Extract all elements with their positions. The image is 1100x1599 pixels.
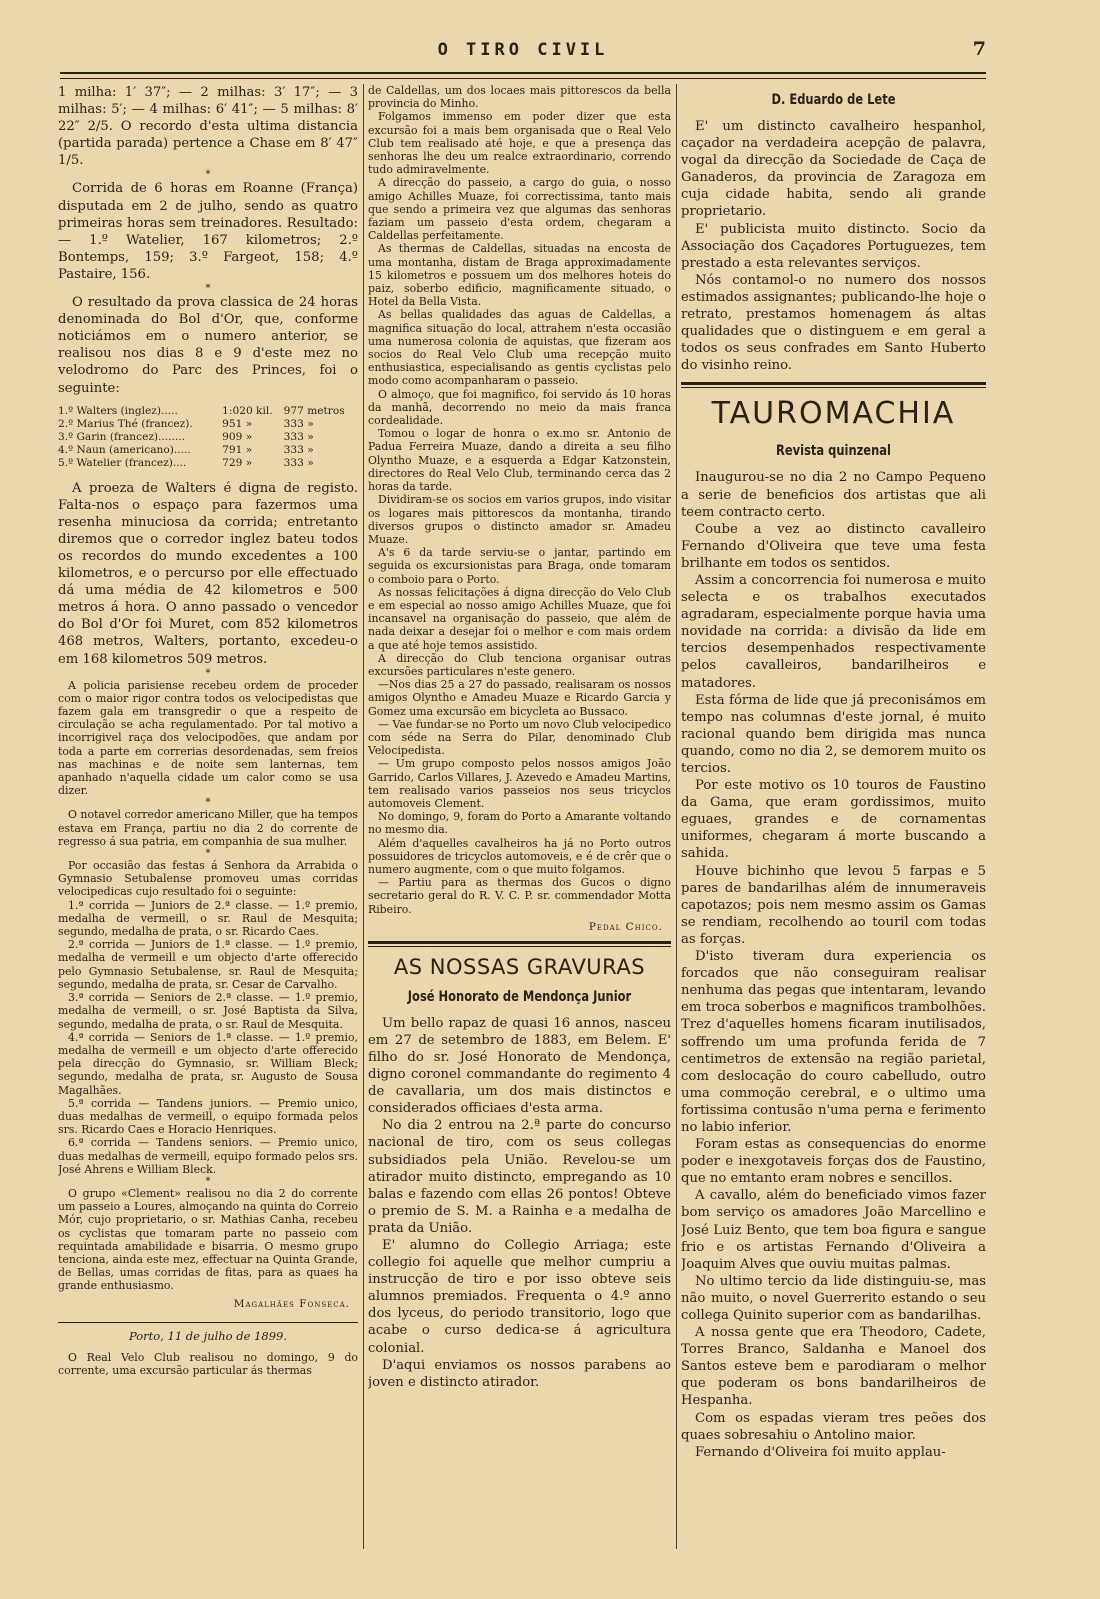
table-row [58,405,358,418]
article-paragraph: Inaugurou-se no dia 2 no Campo Pequeno a serie de beneficios dos artistas que ali teem contracto certo. [681,470,986,520]
article-paragraph: Fernando d'Oliveira foi muito applau- [695,1444,946,1460]
section-rule [681,382,986,388]
article-paragraph: Coube a vez ao distincto cavalleiro Fernando d'Oliveira que teve uma festa brilhante em todos os sentidos. [681,521,986,571]
article-paragraph: Houve bichinho que levou 5 farpas e 5 pares de bandarilhas além de innumeraveis capotazos; pois nem mesmo assim os Gamas se rendiam, recolhendo ao touril com todas as forças. [681,863,986,947]
article-paragraph: O resultado da prova classica de 24 horas denominada do Bol d'Or, que, conforme noticiámos em o numero anterior, se realisou nos dias 8 e 9 d'este mez no velodromo do Parc des Princes, foi o seguinte: [58,295,358,396]
author-signature: Pedal Chico. [588,920,663,933]
separator-asterisk: * [205,848,211,860]
table-cell: 5.º Watelier (francez).... [58,456,187,469]
table-cell: 729 » [222,456,253,469]
separator-asterisk: * [205,797,211,809]
table-row [58,418,358,431]
article-paragraph: No domingo, 9, foram do Porto a Amarante voltando no mesmo dia. [368,810,671,837]
race-result: 6.ª corrida — Tandens seniors. — Premio unico, duas medalhas de vermeill, equipo formado pelos srs. José Ahrens e William Bleck. [58,1136,358,1176]
article-paragraph: O almoço, que foi magnifico, foi servido ás 10 horas da manhã, decorrendo no meio da mais franca cordealidade. [368,387,671,428]
article-paragraph: A direcção do Club tenciona organisar outras excursões particulares n'este genero. [368,651,671,678]
column-3 [681,84,986,1554]
separator-asterisk: * [205,169,211,181]
race-result: 2.ª corrida — Juniors de 1.ª classe. — 1.º premio, medalha de vermeill e um objecto d'arte offerecido pelo Gymnasio Setubalense, sr. Raul de Mesquita; segundo, medalha de prata, sr. Cesar de Carvalho. [58,938,358,991]
table-row [58,457,358,470]
table-cell: 909 » [222,430,253,443]
separator-asterisk: * [205,1175,211,1187]
race-result: 1.ª corrida — Juniors de 2.ª classe. — 1.º premio, medalha de vermeill, o sr. Raul de Mesquita; segundo, medalha de prata, o sr. Ricardo Caes. [58,898,358,939]
separator-asterisk: * [205,283,211,295]
section-rule [368,941,671,947]
table-cell: 333 » [283,456,314,469]
article-paragraph: — Partiu para as thermas dos Gucos o digno secretario geral do R. V. C. P. sr. commendador Motta Ribeiro. [368,876,671,916]
person-title: José Honorato de Mendonça Junior [407,988,632,1005]
article-paragraph: O Real Velo Club realisou no domingo, 9 do corrente, uma excursão particular ás thermas [58,1350,358,1377]
article-paragraph: Com os espadas vieram tres peões dos quaes sobresahiu o Antolino maior. [681,1410,986,1443]
article-paragraph: Por occasião das festas á Senhora da Arrabida o Gymnasio Setubalense promoveu umas corridas velocipedicas cujo resultado foi o seguinte: [58,859,358,899]
masthead [60,40,986,70]
dateline: Porto, 11 de julho de 1899. [58,1322,358,1343]
column-divider [676,84,677,1549]
column-1 [58,84,358,1554]
results-table [58,405,358,470]
table-row [58,431,358,444]
article-paragraph: Além d'aquelles cavalheiros ha já no Porto outros possuidores de tricyclos automoveis, e é de crêr que o numero augmente, com o que muito folgamos. [368,836,671,876]
table-cell: 791 » [222,443,253,456]
table-cell: 1:020 kil. [222,404,273,417]
article-paragraph: —Nos dias 25 a 27 do passado, realisaram os nossos amigos Olyntho e Amadeu Muaze e Ricardo Garcia y Gomez uma excursão em bicycleta ao Bussaco. [368,678,671,718]
table-row [58,444,358,457]
article-paragraph: Esta fórma de lide que já preconisámos em tempo nas columnas d'este jornal, é muito racional quando bem dirigida mas nunca quando, como no dia 2, se demorem muito os tercios. [681,692,986,776]
article-paragraph: O grupo «Clement» realisou no dia 2 do corrente um passeio a Loures, almoçando na quinta do Correio Mór, cujo proprietario, o sr. Mathias Canha, recebeu os cyclistas que tomaram parte no passeio com requintada amabilidade e bisarria. O mesmo grupo tenciona, ainda este mez, effectuar na Quinta Grande, de Bellas, umas corridas de fitas, para as quaes ha grande enthusiasmo. [58,1186,358,1293]
table-cell: 977 metros [283,404,345,417]
author-signature: Magalhães Fonseca. [233,1297,350,1310]
article-paragraph: — Um grupo composto pelos nossos amigos João Garrido, Carlos Villares, J. Azevedo e Amadeu Martins, tem realisado varios passeios nos seus tricyclos automoveis Clement. [368,757,671,810]
article-paragraph: 1 milha: 1′ 37″; — 2 milhas: 3′ 17″; — 3 milhas: 5′; — 4 milhas: 6′ 41″; — 5 milhas: 8′ 22″ 2/5. O recordo d'esta ultima distancia (partida parada) pertence a Chase em 8′ 47″ 1/5. [58,85,358,169]
race-result: 3.ª corrida — Seniors de 2.ª classe. — 1.º premio, medalha de vermeill, o sr. José Baptista da Silva, segundo, medalha de prata, o sr. Raul de Mesquita. [58,991,358,1031]
table-cell: 3.º Garin (francez)........ [58,430,185,443]
article-paragraph: No dia 2 entrou na 2.ª parte do concurso nacional de tiro, com os seus collegas subsidiados pela União. Revelou-se um atirador muito distincto, empregando as 10 balas e fazendo com ellas 26 pontos! Obteve o premio de S. M. a Rainha e a medalha de prata da União. [368,1118,671,1236]
article-paragraph: A's 6 da tarde serviu-se o jantar, partindo em seguida os excursionistas para Braga, onde tomaram o comboio para o Porto. [368,546,671,586]
article-paragraph: de Caldellas, um dos locaes mais pittorescos da bella provincia do Minho. [368,84,671,111]
column-divider [363,84,364,1549]
article-paragraph: Nós contamol-o no numero dos nossos estimados assignantes; publicando-lhe hoje o retrato, prestamos homenagem ás altas qualidades que o distinguem e em geral a todos os seus confrades em Santo Huberto do visinho reino. [681,272,986,374]
newspaper-title: O TIRO CIVIL [437,40,609,60]
article-paragraph: E' um distincto cavalheiro hespanhol, caçador na verdadeira acepção de palavra, vogal da direcção da Sociedade de Caça de Ganaderos, da provincia de Zaragoza em cuja cidade habita, sendo ali grande proprietario. [681,119,986,220]
race-result: 4.ª corrida — Seniors de 1.ª classe. — 1.º premio, medalha de vermeill e um objecto d'arte offerecido pela direcção do Gymnasio, sr. William Bleck; segundo, medalha de prata, sr. Augusto de Sousa Magalhães. [58,1030,358,1097]
section-title: AS NOSSAS GRAVURAS [393,954,646,979]
article-paragraph: Tomou o logar de honra o ex.mo sr. Antonio de Padua Ferreira Muaze, dando a direita a seu filho Olyntho Muaze, e a esquerda a Edgar Katzonstein, directores do Real Velo Club, terminando cerca das 2 horas da tarde. [368,427,671,494]
article-paragraph: As thermas de Caldellas, situadas na encosta de uma montanha, distam de Braga approximadamente 15 kilometros e possuem um dos melhores hoteis do paiz, soberbo edificio, magnificamente situado, o Hotel da Bella Vista. [368,242,671,309]
article-paragraph: Corrida de 6 horas em Roanne (França) disputada em 2 de julho, sendo as quatro primeiras horas sem treinadores. Resultado: — 1.º Watelier, 167 kilometros; 2.º Bontemps, 159; 3.º Fargeot, 158; 4.º Pastaire, 156. [58,181,358,282]
article-paragraph: A proeza de Walters é digna de registo. Falta-nos o espaço para fazermos uma resenha minuciosa da corrida; entretanto diremos que o corredor inglez bateu todos os recordos do mundo excedentes a 100 kilometros, e o percurso por elle effectuado dá uma média de 42 kilometros e 500 metros á hora. O anno passado o vencedor do Bol d'Or foi Muret, com 852 kilometros 468 metros, Walters, portanto, excedeu-o em 168 kilometros 509 metros. [58,480,358,667]
person-title: D. Eduardo de Lete [771,92,896,108]
table-cell: 333 » [283,430,314,443]
article-paragraph: Assim a concorrencia foi numerosa e muito selecta e os trabalhos executados agradaram, especialmente porque havia uma novidade na corrida: a divisão da lide em tercios desempenhados respectivamente pelos cavalleiros, bandarilheiros e matadores. [681,572,986,691]
column-2 [368,84,671,1554]
subsection-title: Revista quinzenal [776,443,891,460]
table-cell: 951 » [222,417,253,430]
article-paragraph: A cavallo, além do beneficiado vimos fazer bom serviço os amadores João Marcellino e José Luiz Bento, que tem boa figura e sangue frio e os artistas Fernando d'Oliveira a Joaquim Alves que ouviu muitas palmas. [681,1188,986,1272]
article-paragraph: Um bello rapaz de quasi 16 annos, nasceu em 27 de setembro de 1883, em Belem. E' filho do sr. José Honorato de Mendonça, digno coronel commandante do regimento 4 de cavallaria, um dos mais distinctos e considerados officiaes d'esta arma. [368,1015,671,1117]
table-cell: 2.º Marius Thé (francez). [58,417,193,430]
table-cell: 333 » [283,443,314,456]
header-rule [60,72,986,79]
article-paragraph: O notavel corredor americano Miller, que ha tempos estava em França, partiu no dia 2 do corrente de regresso á sua patria, em companhia de sua mulher. [58,808,358,848]
table-cell: 333 » [283,417,314,430]
article-paragraph: Folgamos immenso em poder dizer que esta excursão foi a mais bem organisada que o Real Velo Club tem realisado até hoje, e que a presença das senhoras lhe deu um realce extraordinario, correndo tudo admiravelmente. [368,110,671,177]
article-paragraph: No ultimo tercio da lide distinguiu-se, mas não muito, o novel Guerrerito estando o seu collega Quinito superior com as bandarilhas. [681,1273,986,1323]
article-paragraph: A nossa gente que era Theodoro, Cadete, Torres Branco, Saldanha e Manoel dos Santos esteve bem e parodiaram o melhor que poderam os bons bandarilheiros de Hespanha. [681,1325,986,1409]
article-paragraph: D'isto tiveram dura experiencia os forcados que não conseguiram realisar nenhuma das pegas que intentaram, levando em troca soberbos e magnificos trambolhões. Trez d'aquelles homens ficaram inutilisados, soffrendo um uma profunda ferida de 7 centimetros de extensão na região parietal, com deslocação do couro cabelludo, outro uma commoção cerebral, e o ultimo uma fortissima contusão n'uma perna e ferimento no labio inferior. [681,949,986,1135]
article-paragraph: D'aqui enviamos os nossos parabens ao joven e distincto atirador. [368,1357,671,1390]
section-title: TAUROMACHIA [711,396,956,432]
article-paragraph: A policia parisiense recebeu ordem de proceder com o maior rigor contra todos os velocipedistas que fazem gala em transgredir o que a respeito de circulação se acha regulamentado. Por tal motivo a incorrigivel raça dos velocipodões, que andam por toda a parte em correrias desordenadas, sem freios nas machinas e de noite sem lanternas, tem apanhado n'aquella cidade um calor como se usa dizer. [58,678,358,798]
race-result: 5.ª corrida — Tandens juniors. — Premio unico, duas medalhas de vermeill, o equipo formada pelos srs. Ricardo Caes e Horacio Henriques. [58,1096,358,1137]
separator-asterisk: * [205,667,211,679]
article-paragraph: A direcção do passeio, a cargo do guia, o nosso amigo Achilles Muaze, foi correctissima, tanto mais que sendo a primeira vez que algumas das senhoras faziam um passeio d'esta ordem, chegaram a Caldellas perfeitamente. [368,176,671,243]
article-paragraph: Foram estas as consequencias do enorme poder e inexgotaveis forças dos de Faustino, que no emtanto eram nobres e sencillos. [681,1137,986,1187]
table-cell: 1.º Walters (inglez)..... [58,404,178,417]
page-number: 7 [972,38,986,60]
article-paragraph: — Vae fundar-se no Porto um novo Club velocipedico com séde na Serra do Pilar, denominado Club Velocipedista. [368,717,671,758]
article-paragraph: E' alumno do Collegio Arriaga; este collegio foi aquelle que melhor cumpriu a instrucção de tiro e por isso obteve seis alumnos premiados. Frequenta o 4.º anno dos lyceus, do periodo transitorio, logo que acabe o curso dedica-se á agricultura colonial. [368,1238,671,1356]
article-paragraph: As nossas felicitações á digna direcção do Velo Club e em especial ao nosso amigo Achilles Muaze, que foi incansavel na organisação do passeio, que além de nada deixar a desejar foi o melhor e com mais ordem a que até hoje temos assistido. [368,585,671,652]
article-paragraph: As bellas qualidades das aguas de Caldellas, a magnifica situação do local, attrahem n'esta occasião uma numerosa colonia de aquistas, que fizeram aos socios do Real Velo Club uma recepção muito enthusiastica, especialisando as gentis cyclistas pelo modo como acompanharam o passeio. [368,308,671,388]
article-paragraph: Por este motivo os 10 touros de Faustino da Gama, que eram gordissimos, muito eguaes, grandes e de cornamentas uniformes, chegaram á morte buscando a sahida. [681,778,986,862]
table-cell: 4.º Naun (americano)..... [58,443,191,456]
article-paragraph: Dividiram-se os socios em varios grupos, indo visitar os logares mais pittorescos da montanha, tirando diversos grupos o distincto amador sr. Amadeu Muaze. [368,493,671,546]
article-paragraph: E' publicista muito distincto. Socio da Associação dos Caçadores Portuguezes, tem prestado a esta relevantes serviços. [681,221,986,271]
